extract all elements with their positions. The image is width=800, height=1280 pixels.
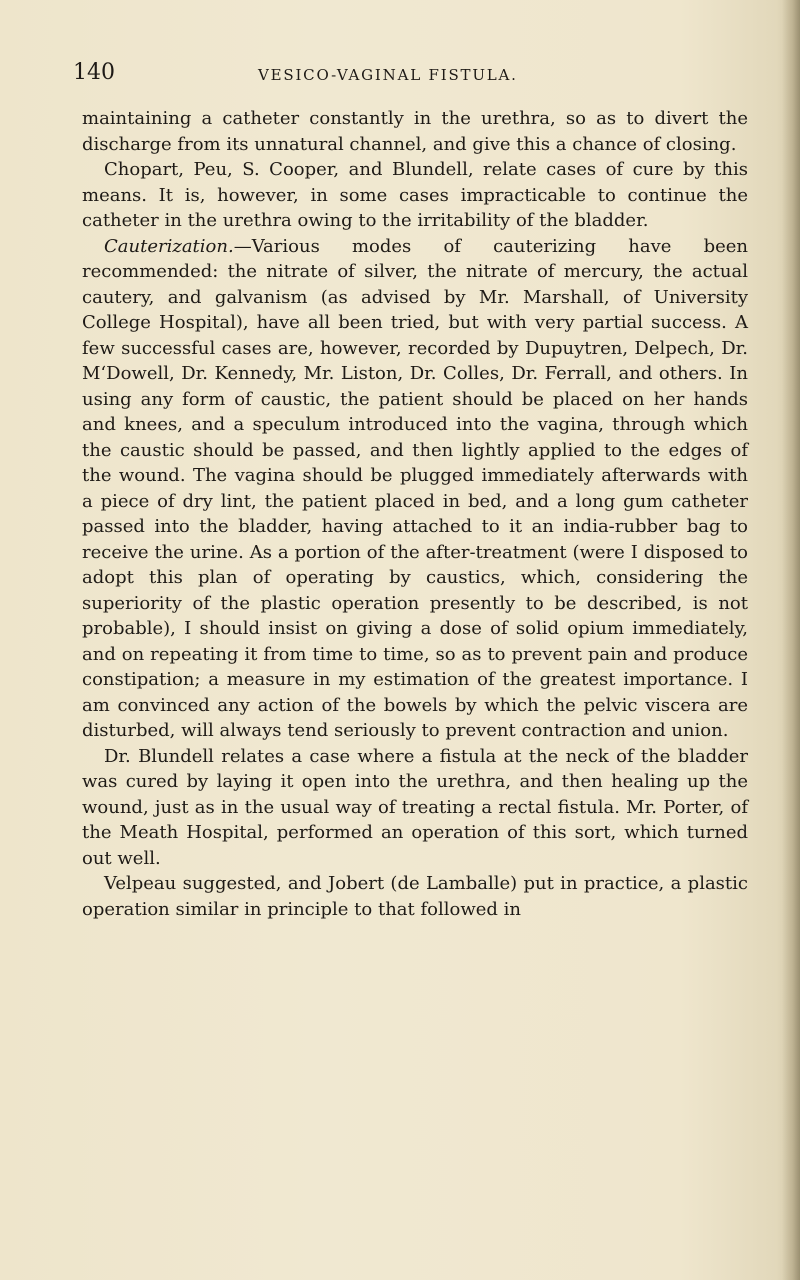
paragraph-cauterization-text: —Various modes of cauterizing have been recommended: the nitrate of silver, the nitrate of mercury, the actual cautery, and galvanism (as advised by Mr. Marshall, of University College Hospital), have all been tried, but with very partial success. A few successful cases are, however, recorded by Dupuytren, Delpech, Dr. M‘Dowell, Dr. Kennedy, Mr. Liston, Dr. Colles, Dr. Ferrall, and others. In using any form of caustic, the patient should be placed on her hands and knees, and a speculum introduced into the vagina, through which the caustic should be passed, and then lightly applied to the edges of the wound. The vagina should be plugged immediately afterwards with a piece of dry lint, the patient placed in bed, and a long gum catheter passed into the bladder, having attached to it an india-rubber bag to receive the urine. As a portion of the after-treatment (were I disposed to adopt this plan of operating by caustics, which, considering the superiority of the plastic operation presently to be described, is not probable), I should insist on giving a dose of solid opium immediately, and on repeating it from time to time, so as to prevent pain and produce constipation; a measure in my estimation of the greatest importance. I am convinced any action of the bowels by which the pelvic viscera are disturbed, will always tend seriously to prevent contraction and union.: [82, 235, 748, 741]
paragraph-cure-by-catheter: Chopart, Peu, S. Cooper, and Blundell, relate cases of cure by this means. It is, however, in some cases impracticable to continue the catheter in the urethra owing to the irritability of the bladder.: [82, 159, 748, 231]
running-title: VESICO-VAGINAL FISTULA.: [258, 66, 518, 84]
page-header: [73, 58, 733, 88]
page-number: 140: [73, 60, 115, 85]
body-text: [82, 106, 748, 922]
section-heading-cauterization: Cauterization.: [104, 235, 234, 257]
page-edge-shadow: [782, 0, 800, 1280]
paragraph-cauterization: [82, 234, 748, 744]
paragraph-continuation: maintaining a catheter constantly in the urethra, so as to divert the discharge from its unnatural channel, and give this a chance of closing.: [82, 108, 748, 155]
paragraph-velpeau: Velpeau suggested, and Jobert (de Lamballe) put in practice, a plastic operation similar in principle to that followed in: [82, 873, 748, 920]
paragraph-blundell-case: Dr. Blundell relates a case where a fistula at the neck of the bladder was cured by laying it open into the urethra, and then healing up the wound, just as in the usual way of treating a rectal fistula. Mr. Porter, of the Meath Hospital, performed an operation of this sort, which turned out well.: [82, 745, 748, 869]
